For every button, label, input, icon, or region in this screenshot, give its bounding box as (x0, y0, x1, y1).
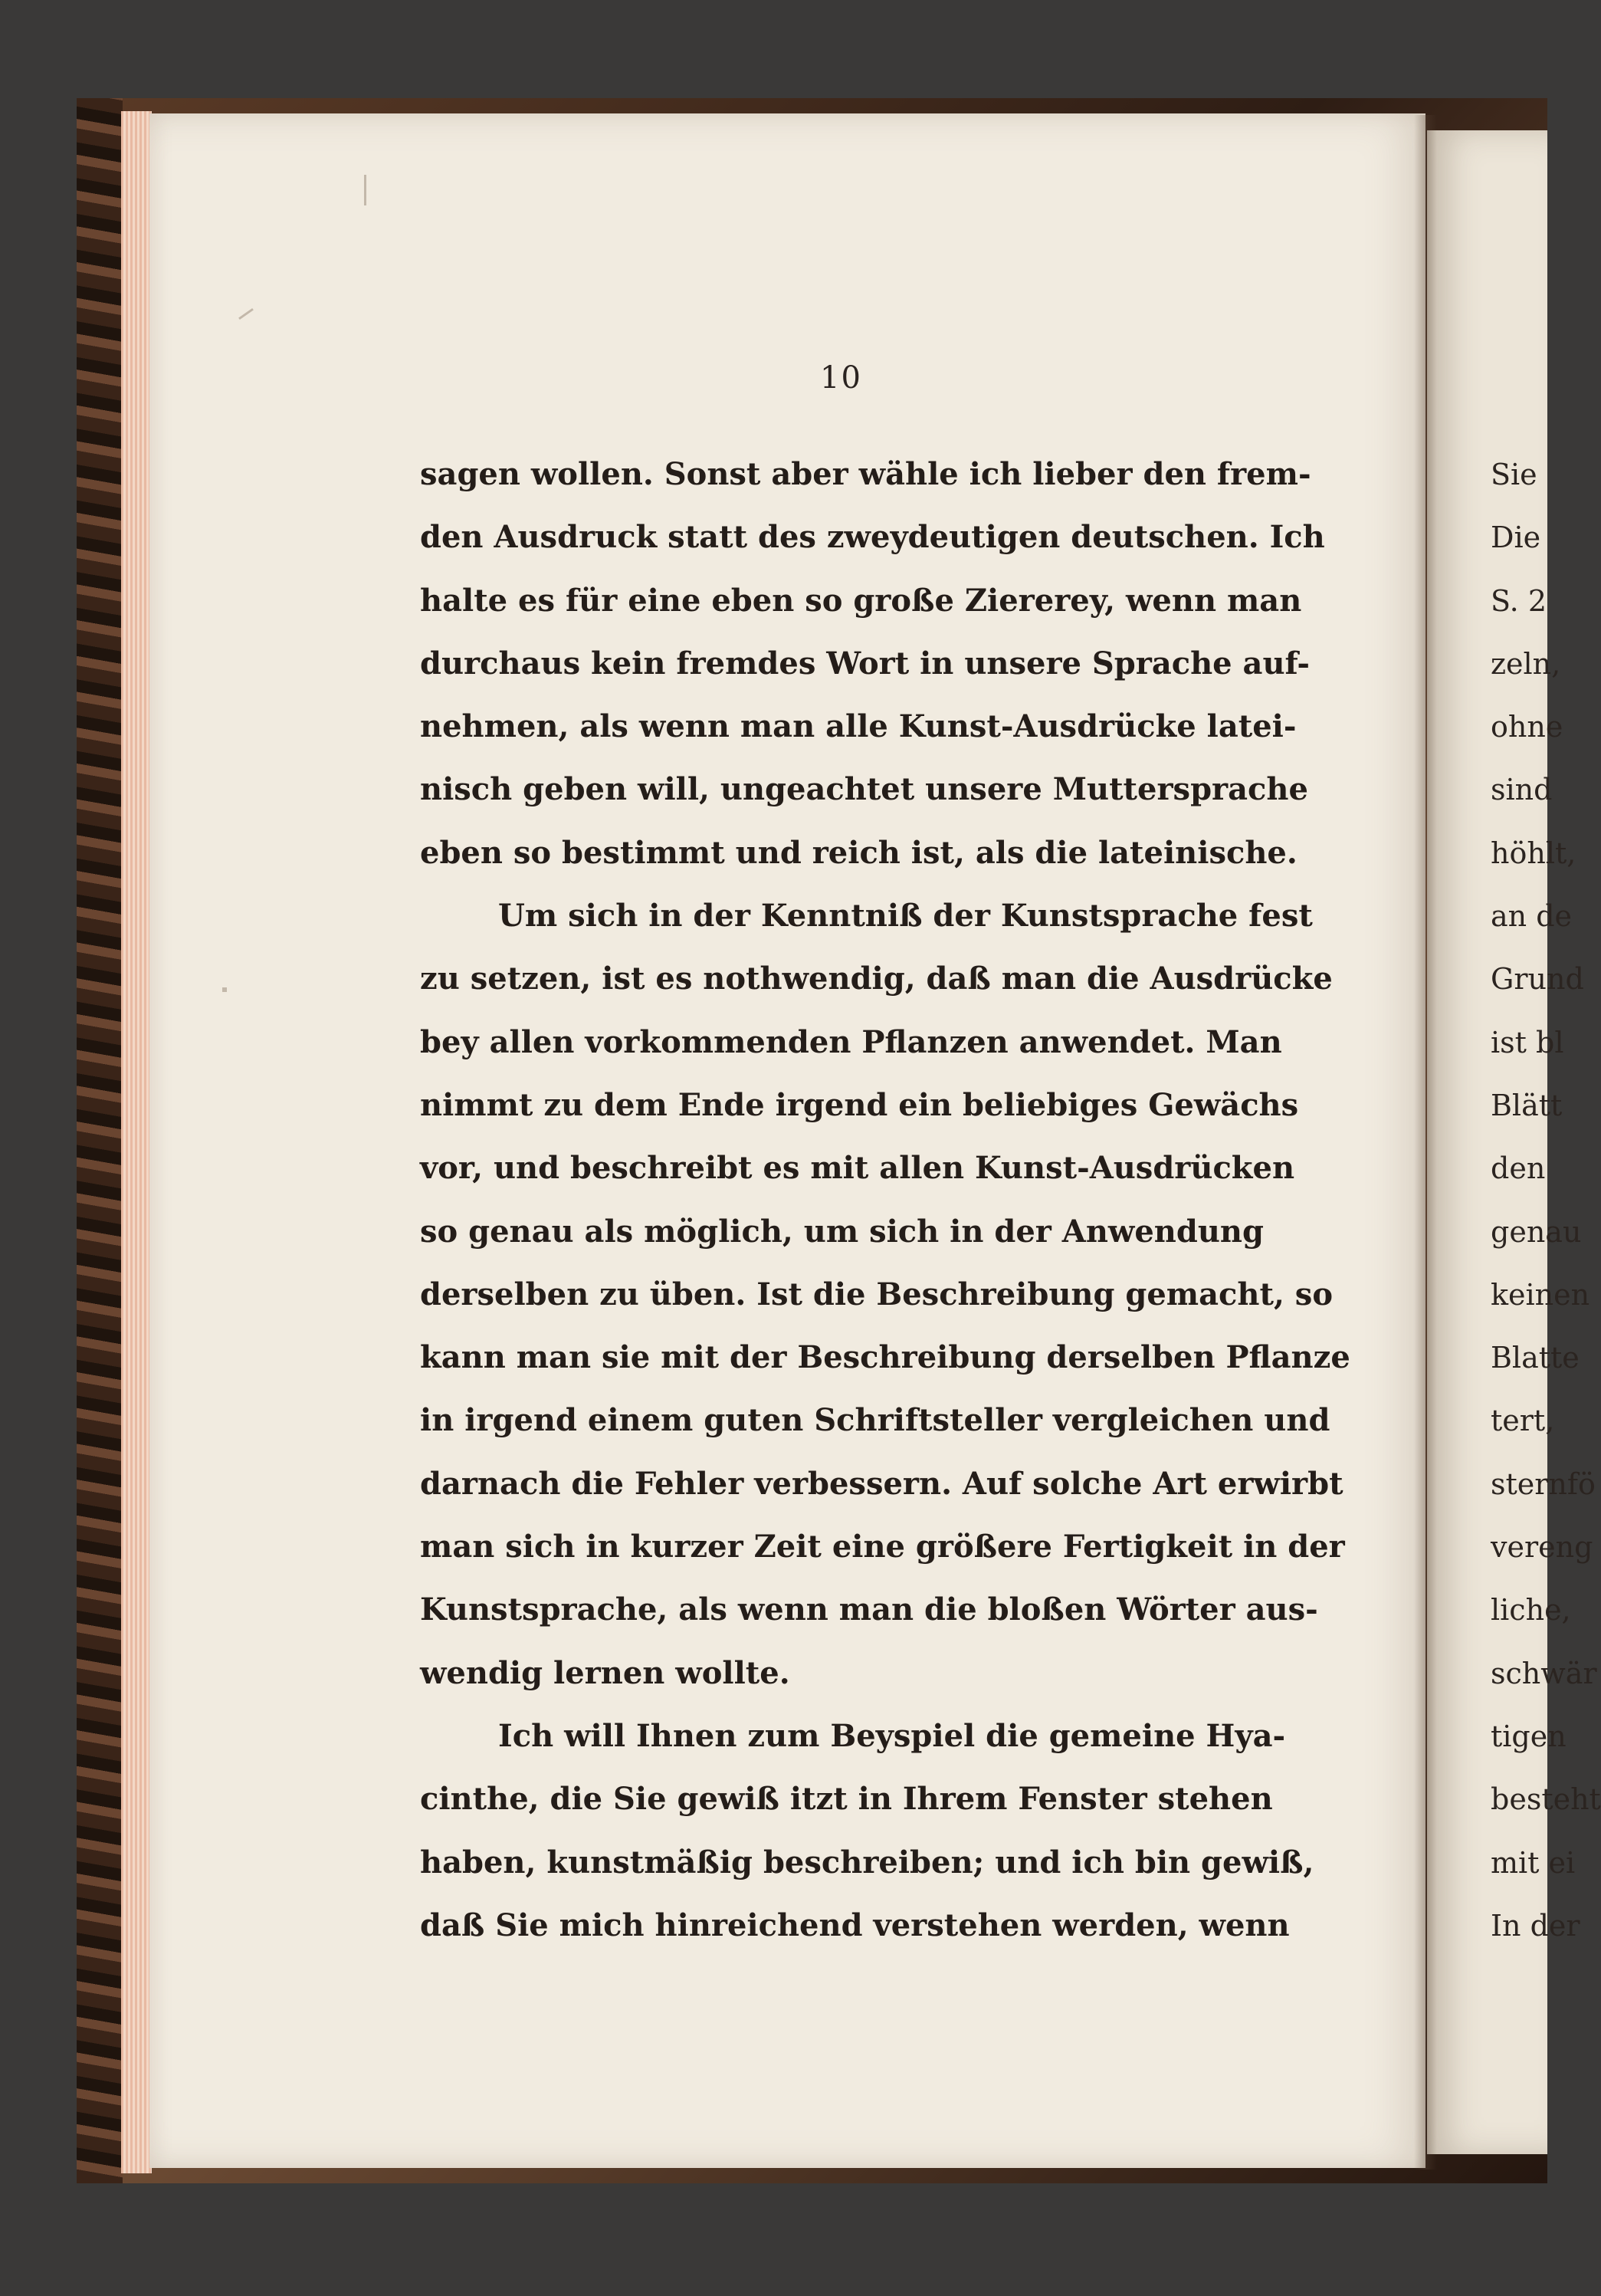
right-text-line: ist bl (1491, 1025, 1564, 1059)
text-line: nisch geben will, ungeachtet unsere Muttersprache (420, 771, 1308, 808)
right-text-line: Die (1491, 521, 1541, 555)
right-text-line: ohne (1491, 710, 1563, 744)
paper-speck (238, 308, 254, 320)
page-edges (121, 111, 152, 2173)
body-text (420, 443, 1350, 1957)
text-line: Ich will Ihnen zum Beyspiel die gemeine Hya- (498, 1717, 1286, 1754)
right-text-line: den (1491, 1151, 1546, 1186)
right-text-line: genau (1491, 1214, 1582, 1249)
right-text-line: mit ei (1491, 1845, 1576, 1880)
text-line: Kunstsprache, als wenn man die bloßen Wörter aus- (420, 1591, 1318, 1628)
text-line: Um sich in der Kenntniß der Kunstsprache fest (498, 898, 1313, 934)
right-text-line: sternfö (1491, 1467, 1596, 1501)
text-line: halte es für eine eben so große Ziererey, wenn man (420, 582, 1302, 619)
right-page-text (1491, 443, 1601, 1957)
right-text-line: vereng (1491, 1530, 1593, 1565)
right-text-line: höhlt, (1491, 836, 1576, 870)
right-text-line: keinen (1491, 1277, 1590, 1312)
text-line: so genau als möglich, um sich in der Anwendung (420, 1213, 1264, 1250)
paper-speck (364, 175, 366, 205)
text-line: vor, und beschreibt es mit allen Kunst-Ausdrücken (420, 1150, 1295, 1187)
paper-speck (222, 987, 227, 992)
text-line: wendig lernen wollte. (420, 1654, 790, 1691)
right-text-line: Blatte (1491, 1341, 1580, 1375)
right-text-line: In der (1491, 1908, 1580, 1943)
text-line: nehmen, als wenn man alle Kunst-Ausdrücke latei- (420, 708, 1297, 745)
book-gutter (1414, 115, 1437, 2170)
cover-marbled-edge (77, 98, 123, 2183)
text-line: darnach die Fehler verbessern. Auf solche Art erwirbt (420, 1465, 1343, 1502)
text-line: eben so bestimmt und reich ist, als die lateinische. (420, 834, 1298, 871)
text-line: derselben zu üben. Ist die Beschreibung gemacht, so (420, 1276, 1333, 1312)
text-line: nimmt zu dem Ende irgend ein beliebiges Gewächs (420, 1086, 1299, 1123)
text-line: durchaus kein fremdes Wort in unsere Sprache auf- (420, 645, 1310, 682)
right-text-line: tert, (1491, 1404, 1555, 1438)
text-line: haben, kunstmäßig beschreiben; und ich bin gewiß, (420, 1844, 1314, 1880)
right-text-line: S. 2 (1491, 583, 1547, 618)
text-line: bey allen vorkommenden Pflanzen anwendet. Man (420, 1023, 1282, 1060)
right-text-line: besteht (1491, 1782, 1601, 1817)
right-text-line: Grund (1491, 962, 1584, 997)
text-line: den Ausdruck statt des zweydeutigen deutschen. Ich (420, 519, 1325, 556)
right-text-line: liche, (1491, 1593, 1571, 1628)
text-line: kann man sie mit der Beschreibung derselben Pflanze (420, 1339, 1350, 1376)
text-line: man sich in kurzer Zeit eine größere Fertigkeit in der (420, 1529, 1345, 1565)
right-text-line: an de (1491, 899, 1573, 934)
right-text-line: Sie (1491, 458, 1537, 491)
right-text-line: Blätt (1491, 1088, 1563, 1122)
text-line: daß Sie mich hinreichend verstehen werden, wenn (420, 1907, 1290, 1943)
right-text-line: sind (1491, 773, 1553, 807)
right-text-line: tigen (1491, 1719, 1567, 1753)
page-number: 10 (820, 360, 862, 396)
right-text-line: zeln, (1491, 646, 1561, 681)
right-text-line: schwär (1491, 1656, 1597, 1690)
text-line: cinthe, die Sie gewiß itzt in Ihrem Fenster stehen (420, 1781, 1273, 1818)
text-line: in irgend einem guten Schriftsteller vergleichen und (420, 1402, 1330, 1439)
text-line: sagen wollen. Sonst aber wähle ich lieber den frem- (420, 456, 1311, 492)
text-line: zu setzen, ist es nothwendig, daß man die Ausdrücke (420, 961, 1333, 997)
